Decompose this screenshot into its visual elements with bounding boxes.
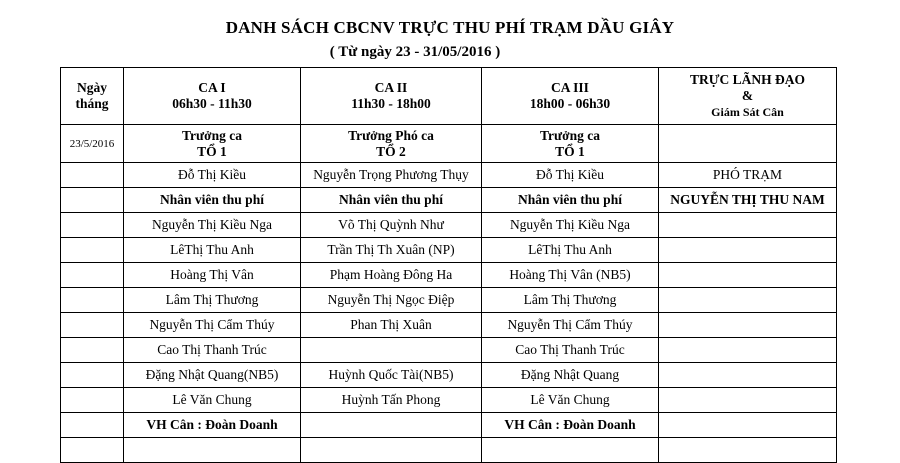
staff-cell [482, 438, 659, 463]
team-head-shift-3: Trưởng ca TỔ 1 [482, 125, 659, 163]
date-cell [61, 213, 124, 238]
leader-name: NGUYỄN THỊ THU NAM [659, 188, 837, 213]
staff-header-shift-2: Nhân viên thu phí [301, 188, 482, 213]
staff-cell: Nguyễn Thị Ngọc Điệp [301, 288, 482, 313]
team-head-shift-1: Trưởng ca TỔ 1 [124, 125, 301, 163]
staff-cell: Lê Văn Chung [124, 388, 301, 413]
shift-leader-2: Nguyễn Trọng Phương Thụy [301, 163, 482, 188]
date-cell [61, 238, 124, 263]
leader-cell [659, 125, 837, 163]
leader-title: PHÓ TRẠM [659, 163, 837, 188]
leader-cell [659, 388, 837, 413]
date-cell [61, 313, 124, 338]
staff-cell: Nguyễn Thị Cẩm Thúy [482, 313, 659, 338]
staff-cell: Lâm Thị Thương [124, 288, 301, 313]
duty-roster-table [60, 67, 837, 463]
table-row [61, 213, 837, 238]
leader-cell [659, 438, 837, 463]
staff-cell: Huỳnh Tấn Phong [301, 388, 482, 413]
staff-cell: Huỳnh Quốc Tài(NB5) [301, 363, 482, 388]
staff-cell: Nguyễn Thị Kiều Nga [482, 213, 659, 238]
leader-cell [659, 363, 837, 388]
table-row [61, 438, 837, 463]
staff-cell: Hoàng Thị Vân (NB5) [482, 263, 659, 288]
scale-operator-row [61, 413, 837, 438]
leader-column-header: TRỰC LÃNH ĐẠO & Giám Sát Cân [659, 68, 837, 125]
date-cell [61, 338, 124, 363]
staff-cell: Nguyễn Thị Cẩm Thúy [124, 313, 301, 338]
shift-3-header: CA III 18h00 - 06h30 [482, 68, 659, 125]
scale-operator-shift-1: VH Cân : Đoàn Doanh [124, 413, 301, 438]
staff-cell: LêThị Thu Anh [124, 238, 301, 263]
leader-cell [659, 313, 837, 338]
leader-cell [659, 238, 837, 263]
staff-cell: Nguyễn Thị Kiều Nga [124, 213, 301, 238]
scale-operator-shift-2 [301, 413, 482, 438]
leader-cell [659, 213, 837, 238]
scale-operator-shift-3: VH Cân : Đoàn Doanh [482, 413, 659, 438]
date-column-header: Ngày tháng [61, 68, 124, 125]
date-cell [61, 163, 124, 188]
team-head-shift-2: Trưởng Phó ca TỔ 2 [301, 125, 482, 163]
staff-cell: Hoàng Thị Vân [124, 263, 301, 288]
staff-cell: Đặng Nhật Quang(NB5) [124, 363, 301, 388]
table-row [61, 238, 837, 263]
staff-cell: Đặng Nhật Quang [482, 363, 659, 388]
staff-header-shift-3: Nhân viên thu phí [482, 188, 659, 213]
leader-cell [659, 338, 837, 363]
date-cell [61, 363, 124, 388]
date-cell [61, 413, 124, 438]
table-row [61, 313, 837, 338]
staff-header-row [61, 188, 837, 213]
table-row [61, 363, 837, 388]
staff-cell: Lê Văn Chung [482, 388, 659, 413]
page-title: DANH SÁCH CBCNV TRỰC THU PHÍ TRẠM DẦU GIÂY [225, 18, 675, 37]
shift-2-header: CA II 11h30 - 18h00 [301, 68, 482, 125]
date-cell: 23/5/2016 [61, 125, 124, 163]
staff-cell: Phan Thị Xuân [301, 313, 482, 338]
table-row [61, 288, 837, 313]
staff-cell [301, 338, 482, 363]
shift-leaders-row [61, 163, 837, 188]
staff-cell: Cao Thị Thanh Trúc [124, 338, 301, 363]
staff-cell: Võ Thị Quỳnh Như [301, 213, 482, 238]
staff-header-shift-1: Nhân viên thu phí [124, 188, 301, 213]
staff-cell: Trần Thị Th Xuân (NP) [301, 238, 482, 263]
date-cell [61, 263, 124, 288]
page-subtitle: ( Từ ngày 23 - 31/05/2016 ) [329, 44, 501, 60]
team-heads-row [61, 125, 837, 163]
leader-cell [659, 413, 837, 438]
table-row [61, 263, 837, 288]
shift-leader-1: Đỗ Thị Kiều [124, 163, 301, 188]
table-row [61, 388, 837, 413]
staff-cell: LêThị Thu Anh [482, 238, 659, 263]
staff-cell [301, 438, 482, 463]
date-cell [61, 288, 124, 313]
date-cell [61, 438, 124, 463]
table-row [61, 338, 837, 363]
shift-leader-3: Đỗ Thị Kiều [482, 163, 659, 188]
staff-cell: Cao Thị Thanh Trúc [482, 338, 659, 363]
staff-cell [124, 438, 301, 463]
date-cell [61, 388, 124, 413]
leader-cell [659, 263, 837, 288]
header-row [61, 68, 837, 125]
staff-cell: Lâm Thị Thương [482, 288, 659, 313]
staff-cell: Phạm Hoàng Đông Ha [301, 263, 482, 288]
shift-1-header: CA I 06h30 - 11h30 [124, 68, 301, 125]
date-cell [61, 188, 124, 213]
leader-cell [659, 288, 837, 313]
